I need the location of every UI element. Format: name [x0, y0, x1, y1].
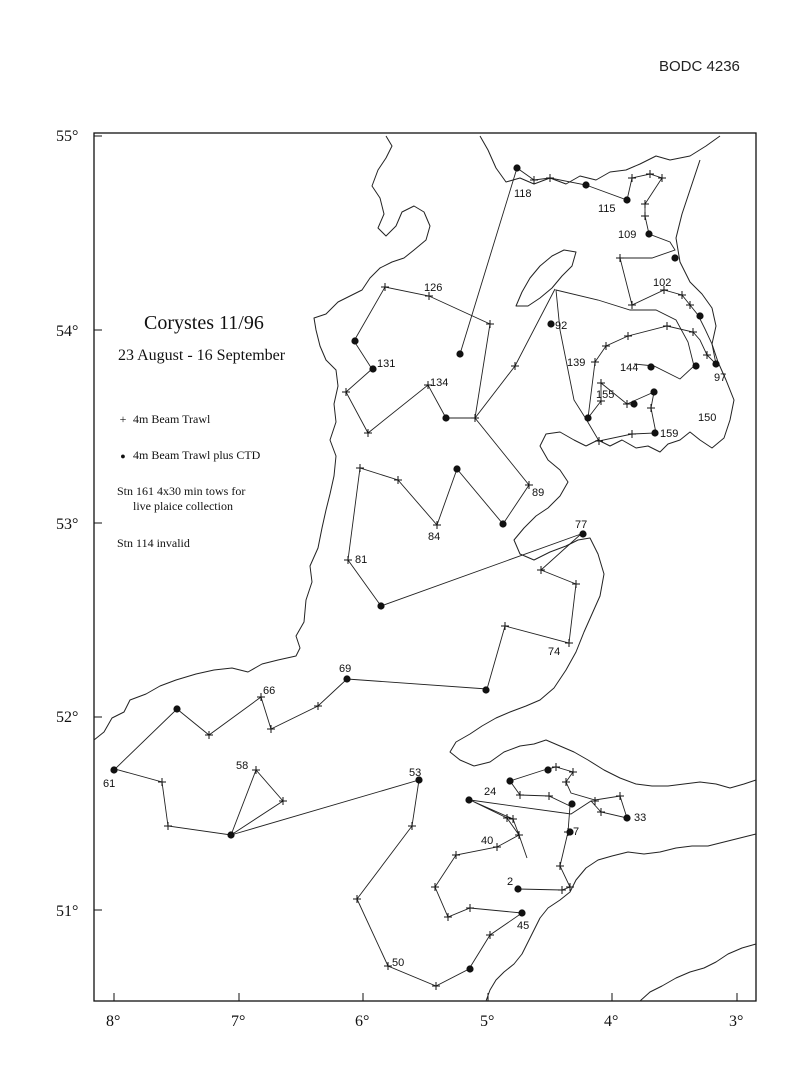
- station-label: 53: [409, 767, 422, 779]
- station-label: 131: [377, 358, 396, 370]
- note-114: Stn 114 invalid: [117, 536, 190, 550]
- south-wales-coast: [474, 740, 756, 788]
- legend-trawl: [117, 412, 210, 427]
- cruise-track: [115, 168, 716, 986]
- station-label: 150: [698, 412, 717, 424]
- station-label: 92: [555, 320, 568, 332]
- station-label: 155: [596, 389, 615, 401]
- station-label: 118: [514, 188, 532, 200]
- station-label: 33: [634, 812, 647, 824]
- lon-label: 7°: [231, 1013, 246, 1030]
- station-label: 50: [392, 957, 405, 969]
- station-label: 24: [484, 786, 497, 798]
- map-title: Corystes 11/96: [144, 312, 264, 334]
- station-label: 134: [430, 377, 449, 389]
- station-label: 77: [575, 519, 588, 531]
- axis-ticks: [94, 136, 737, 1001]
- station-label: 159: [660, 428, 679, 440]
- lon-label: 3°: [729, 1013, 744, 1030]
- ctd-stations: [110, 164, 719, 972]
- station-label: 84: [428, 531, 441, 543]
- station-label: 89: [532, 487, 545, 499]
- legend-ctd: [117, 448, 260, 463]
- station-label: 69: [339, 663, 352, 675]
- coastlines: [94, 136, 756, 1001]
- station-label: 115: [598, 203, 616, 215]
- lat-label: 55°: [56, 128, 79, 145]
- isle-of-man: [516, 250, 576, 306]
- lon-label: 6°: [355, 1013, 370, 1030]
- map-frame: [94, 133, 756, 1001]
- lon-label: 5°: [480, 1013, 495, 1030]
- document-reference: BODC 4236: [659, 58, 740, 75]
- station-label: 45: [517, 920, 530, 932]
- track-north: [460, 168, 716, 418]
- map-legend: [112, 312, 342, 550]
- note-161-line1: Stn 161 4x30 min tows for: [117, 484, 246, 498]
- station-label: 102: [653, 277, 672, 289]
- lat-label: 53°: [56, 516, 79, 533]
- station-label: 61: [103, 778, 116, 790]
- station-label: 126: [424, 282, 443, 294]
- ireland-coast: [94, 136, 430, 740]
- station-label: 58: [236, 760, 249, 772]
- legend-note-161: [117, 484, 245, 514]
- station-label: 109: [618, 229, 637, 241]
- lon-label: 8°: [106, 1013, 121, 1030]
- legend-note-114: [117, 536, 190, 551]
- station-label: 74: [548, 646, 561, 658]
- station-label: 40: [481, 835, 494, 847]
- station-label: 139: [567, 357, 586, 369]
- legend-ctd-label: 4m Beam Trawl plus CTD: [133, 448, 261, 462]
- legend-trawl-label: 4m Beam Trawl: [133, 412, 211, 426]
- southwest-england-coast: [486, 834, 756, 1001]
- cruise-dates: 23 August - 16 September: [118, 347, 286, 364]
- scotland-coast: [480, 136, 720, 184]
- lat-label: 52°: [56, 709, 79, 726]
- station-label: 81: [355, 554, 368, 566]
- station-label: 97: [714, 372, 727, 384]
- station-label: 7: [573, 826, 580, 838]
- station-label: 144: [620, 362, 639, 374]
- dot-icon: ●: [120, 451, 126, 461]
- lon-label: 4°: [604, 1013, 619, 1030]
- lat-label: 54°: [56, 323, 79, 340]
- southwest-england-south: [640, 944, 756, 1001]
- station-label: 2: [507, 876, 514, 888]
- note-161-line2: live plaice collection: [133, 499, 233, 513]
- lat-label: 51°: [56, 903, 79, 920]
- plus-icon: +: [119, 412, 127, 426]
- station-label: 66: [263, 685, 276, 697]
